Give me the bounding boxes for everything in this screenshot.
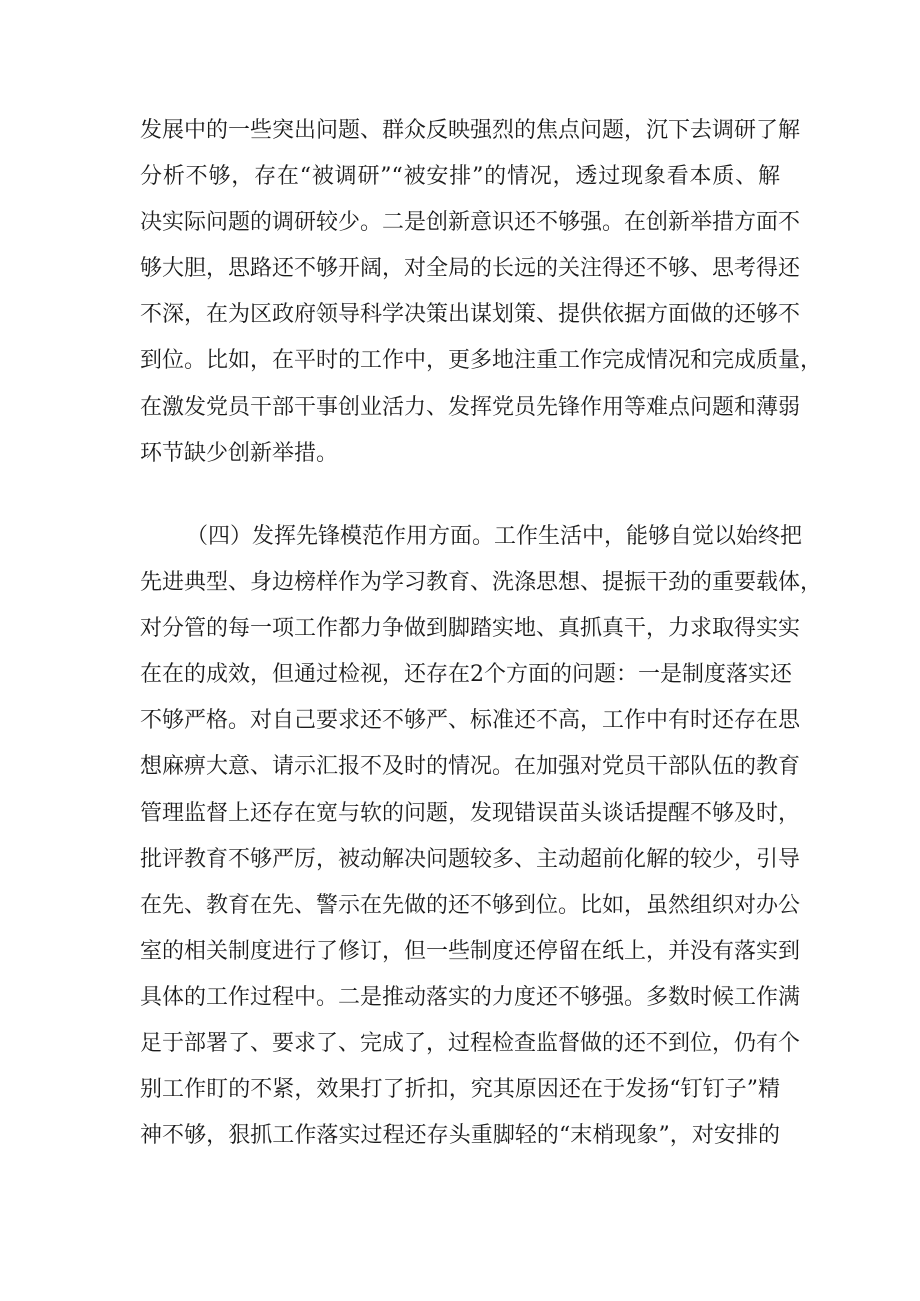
text-line: 别工作盯的不紧，效果打了折扣，究其原因还在于发扬“钉钉子”精 xyxy=(140,1077,780,1103)
text-line: 够大胆，思路还不够开阔，对全局的长远的关注得还不够、思考得还 xyxy=(140,256,801,282)
text-line: 神不够，狠抓工作落实过程还存头重脚轻的“末梢现象”，对安排的 xyxy=(140,1123,780,1149)
text-line: 不深，在为区政府领导科学决策出谋划策、提供依据方面做的还够不 xyxy=(140,302,801,328)
text-line: 决实际问题的调研较少。二是创新意识还不够强。在创新举措方面不 xyxy=(140,210,801,236)
text-line: 足于部署了、要求了、完成了，过程检查监督做的还不到位，仍有个 xyxy=(140,1031,801,1057)
text-line: 在激发党员干部干事创业活力、发挥党员先锋作用等难点问题和薄弱 xyxy=(140,394,801,420)
text-line: 室的相关制度进行了修订，但一些制度还停留在纸上，并没有落实到 xyxy=(140,938,801,964)
text-line: 到位。比如，在平时的工作中，更多地注重工作完成情况和完成质量， xyxy=(140,348,823,374)
text-line: 环节缺少创新举措。 xyxy=(140,440,339,466)
text-line: 对分管的每一项工作都力争做到脚踏实地、真抓真干，力求取得实实 xyxy=(140,616,801,642)
text-line: 想麻痹大意、请示汇报不及时的情况。在加强对党员干部队伍的教育 xyxy=(140,754,801,780)
text-line: 不够严格。对自己要求还不够严、标准还不高，工作中有时还存在思 xyxy=(140,708,801,734)
text-line: （四）发挥先锋模范作用方面。工作生活中，能够自觉以始终把 xyxy=(186,524,803,549)
text-line: 批评教育不够严厉，被动解决问题较多、主动超前化解的较少，引导 xyxy=(140,846,801,872)
text-line: 分析不够，存在“被调研”“被安排”的情况，透过现象看本质、解 xyxy=(140,164,780,190)
text-line: 在先、教育在先、警示在先做的还不够到位。比如，虽然组织对办公 xyxy=(140,892,801,918)
text-line: 在在的成效，但通过检视，还存在2个方面的问题：一是制度落实还 xyxy=(140,662,792,688)
text-line: 管理监督上还存在宽与软的问题，发现错误苗头谈话提醒不够及时， xyxy=(140,800,801,826)
paragraph-2 xyxy=(140,514,823,1159)
text-line: 先进典型、身边榜样作为学习教育、洗涤思想、提振干劲的重要载体， xyxy=(140,570,823,596)
paragraph-1 xyxy=(140,108,823,477)
text-line: 发展中的一些突出问题、群众反映强烈的焦点问题，沉下去调研了解 xyxy=(140,118,801,143)
text-line: 具体的工作过程中。二是推动落实的力度还不够强。多数时候工作满 xyxy=(140,984,801,1010)
